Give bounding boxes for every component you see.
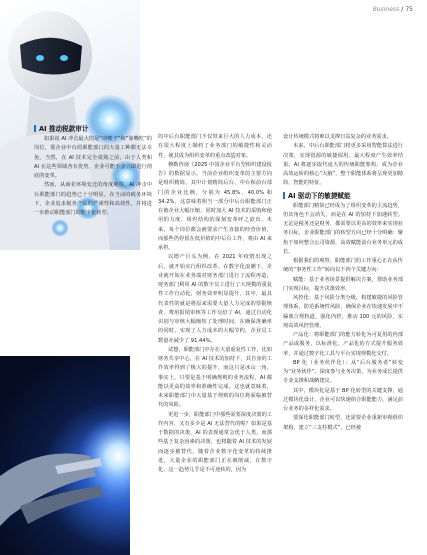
page-number: 75 <box>405 6 413 13</box>
paragraph: 穆勒咨询《2025 中国企业平台型组织建设报告》的数据显示，当前企业组织变革的主要方向是组织精简，其中计划精简后台、中台和前台部门的企业比例，分别为 45.8%、40.0% 和 34.2%，这意味着相当一部分中后台职能部门正在被企业大幅压缩，同时加大 AI 技术的采购和使用的力度，组织结构的深刻变革呼之欲出。未来，每个岗位都会被要求产生直接的经营价值，而那些仍停留在低价值的中后台工作，将由 AI 来承担。 <box>158 161 272 251</box>
paragraph: 然而，从商业环境变迁的角度观察，AI 冲击中台职能部门的趋势已十分明显。在当前的税务环境下，企业追求税务产品的严谨性和高效性，并将进一步推动职能部门的数字化转型， <box>34 182 152 216</box>
column-2 <box>158 133 272 475</box>
page-header <box>373 6 413 13</box>
paragraph: 试想，职能部门中存在大量重复性工作，比如财务共享中心，在 AI 技术的加持下，其自身的工作效率得到了极大的提升。而这只是冰山一角，事实上，只要是基于明确规则的业务流程，AI 都能以更高的效率和准确性完成。这也就意味着，未来职能部门中大量基于规则的岗位将面临被替代的风险。 <box>158 346 272 409</box>
paragraph: 职能部门精简已经成为了组织变革的主流趋势，但其角色不会消失，而是在 AI 的加持下加速转型。无论是税务还是财务，都需要以更高的效率来实现业务目标，企业职能部门的转型方向已经十分明确：聚焦于如何整合公司资源，高效赋能前台业务单元的成长。 <box>283 202 403 255</box>
magazine-name: Business <box>372 6 400 13</box>
section-title-1: AI 推动税款审计 <box>34 124 152 134</box>
paragraph: 产品化：将职能部门的能力转化为可复用的内部产品或服务，以标准化、产品化的方式提升服务效率，并通过数字化工具与平台实现规模化交付。 <box>283 332 403 357</box>
paragraph: 的中后台职能部门不仅带来巨大的人力成本，还在很大程度上制约了业务部门的敏捷性和灵活性，使其成为组织变革的重点改造对象。 <box>158 134 272 159</box>
paragraph: 设计传统模式将难以支撑日益复杂的业务需求。 <box>283 134 392 140</box>
section-marker-icon <box>283 192 285 199</box>
paragraph: BP 化（业务伙伴化）：从“后台服务者”转变为“业务伙伴”，深度参与业务决策，为业务成长提供专业支撑和战略建议。 <box>283 359 403 385</box>
paragraph: 未来，中后台职能部门将更多采用智能算法进行决策，实现资源的敏捷调用。最大程度产生效率结果。AI 将逐步取代庞大的传统职能架构，成为企业高效运转的核心“大脑”，整个职能体系将呈现更加精简、智能的特征。 <box>283 143 403 187</box>
paragraph: 更进一步，职能部门中那些需要深度决策的工作内容，又有多少是 AI 无法替代的呢？如果是基于数据的决策，AI 的表现通常会优于人类，而那些基于复杂因素的决策，也将随着 AI 技术的发展而逐步被替代。随着企业数字化变革的持续推进，大量企业的职能部门正在被削减，在数字化、这一趋势几乎是不可逆转的，因为 <box>158 411 272 473</box>
header-separator: / <box>401 6 404 13</box>
robot-hand-image <box>0 356 130 555</box>
column-1 <box>34 122 152 218</box>
paragraph: 以德产巨头为例，在 2021 年疫情出现之后，就开始实行组织改革。在数字化浪潮下，企业就开始在业务端对财务部门进行了流程再造，财务部门利用 AI 的数字员工进行了大规模的重复性工作自动化，财务效率明显提升。其中，最具代表性的就是将原来需要大量人力完成的票据核查、费用报销审核等工作交给了 AI，通过自动化识别与审核大幅缩短了处理时间，在确保准确率的同时，实现了人力成本的大幅节约，企业员工数量亦减少了 91.44%。 <box>158 254 272 344</box>
paragraph: 要深化职能部门转型，还需要企业重新审视组织架构，建立“三支柱模式”，已经被 <box>283 415 403 431</box>
column-3 <box>283 133 403 433</box>
section-title-2: AI 驱动下的敏捷赋能 <box>283 191 403 201</box>
paragraph: 其中，模块化是基于 BP 化转型的关键支撑，通过模块化设计，企业可以快速组合职能能力，满足前台业务的多样化需求。 <box>283 387 403 412</box>
paragraph: 如果说 AI 冲击最大的是“动账子”和“靠嘴吃”的岗位，那企业中台的职能部门的大量工种都无法幸免。当然，在 AI 技术完全成熟之前，由于人类和 AI 在这些领域各有优势，企业可能不会立即进行彻底的变革。 <box>34 136 152 179</box>
section-marker-icon <box>34 125 36 132</box>
paragraph: 风控化：基于风险分类分级，构建敏捷的风险管理体系，防范系统性风险，确保企业在快速发展中不偏离合规轨道，强化内控，推动 100 元的风险，实现高效风控管理。 <box>283 295 403 329</box>
paragraph: 赋能：基于业务场景提供解决方案，帮助业务部门实现目标，提升决策效率。 <box>283 276 403 292</box>
paragraph: 根据我们的观察，职能部门的工作重心正在从传统的“事务性工作”转向以下四个关键方向： <box>283 258 403 274</box>
